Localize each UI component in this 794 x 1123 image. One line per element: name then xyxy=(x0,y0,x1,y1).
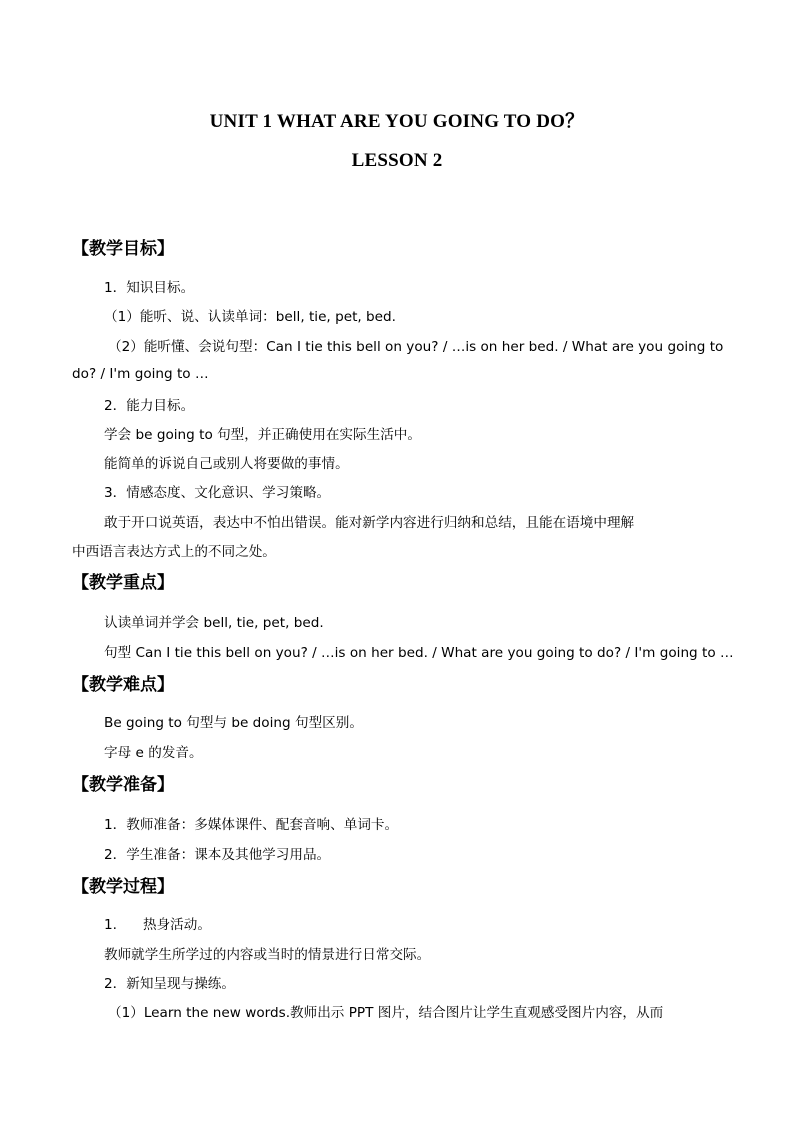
section-heading-goals: 【教学目标】 xyxy=(72,239,174,259)
section-heading-key-points: 【教学重点】 xyxy=(72,573,174,593)
preparation-line: 1．教师准备：多媒体课件、配套音响、单词卡。 xyxy=(104,817,399,833)
goals-line: （2）能听懂、会说句型：Can I tie this bell on you? / …is on her bed. / What are you going to xyxy=(108,339,724,355)
goals-line: 3．情感态度、文化意识、学习策略。 xyxy=(104,485,331,501)
goals-line: 1．知识目标。 xyxy=(104,280,195,296)
section-heading-preparation: 【教学准备】 xyxy=(72,775,174,795)
preparation-line: 2．学生准备：课本及其他学习用品。 xyxy=(104,847,331,863)
process-line: 教师就学生所学过的内容或当时的情景进行日常交际。 xyxy=(104,947,431,963)
section-heading-difficulties: 【教学难点】 xyxy=(72,675,174,695)
goals-line: （1）能听、说、认读单词：bell, tie, pet, bed. xyxy=(104,309,396,325)
difficulties-line: 字母 e 的发音。 xyxy=(104,745,203,761)
process-line: 2．新知呈现与操练。 xyxy=(104,976,235,992)
process-step-1 xyxy=(104,913,211,933)
goals-line: 能简单的诉说自己或别人将要做的事情。 xyxy=(104,456,349,472)
goals-line: do? / I'm going to … xyxy=(72,366,209,382)
unit-title: UNIT 1 WHAT ARE YOU GOING TO DO？ xyxy=(209,111,585,132)
process-step-1-text: 热身活动。 xyxy=(142,917,211,933)
section-heading-process: 【教学过程】 xyxy=(72,877,174,897)
process-step-1-number: 1. xyxy=(104,917,117,933)
lesson-title: LESSON 2 xyxy=(351,150,443,171)
difficulties-line: Be going to 句型与 be doing 句型区别。 xyxy=(104,715,363,731)
process-line: （1）Learn the new words.教师出示 PPT 图片，结合图片让学生直观感受图片内容，从而 xyxy=(108,1005,664,1021)
goals-line: 学会 be going to 句型，并正确使用在实际生活中。 xyxy=(104,427,421,443)
key-points-line: 认读单词并学会 bell, tie, pet, bed. xyxy=(104,615,324,631)
key-points-line: 句型 Can I tie this bell on you? / …is on her bed. / What are you going to do? / I'm going to … xyxy=(104,645,734,661)
goals-line: 2．能力目标。 xyxy=(104,398,195,414)
goals-line: 敢于开口说英语，表达中不怕出错误。能对新学内容进行归纳和总结，且能在语境中理解 xyxy=(104,515,635,531)
goals-line: 中西语言表达方式上的不同之处。 xyxy=(72,544,276,560)
